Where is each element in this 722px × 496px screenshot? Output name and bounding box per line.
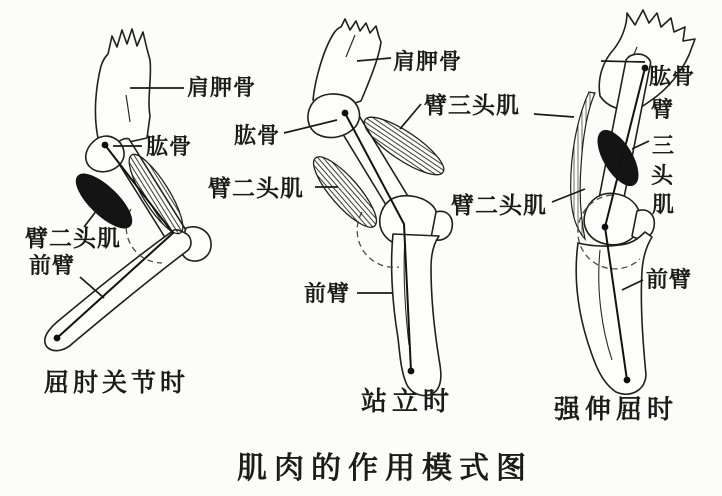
- diagram-title: 肌肉的作用模式图: [237, 452, 533, 485]
- forearm-bone: [392, 234, 441, 396]
- label-biceps: 臂二头肌: [25, 226, 121, 251]
- leader-triceps-right: [534, 114, 574, 117]
- leader-biceps: [84, 210, 97, 227]
- caption-forced-extension: 强伸屈时: [554, 395, 679, 424]
- caption-flexed-elbow: 屈肘关节时: [44, 370, 190, 397]
- label-forearm: 前臂: [29, 253, 76, 278]
- label-humerus: 肱骨: [146, 134, 193, 159]
- leader-triceps: [400, 104, 421, 129]
- label-scapula: 肩胛骨: [393, 49, 463, 74]
- figure-forced-extension: [451, 10, 695, 424]
- lever-dot-shoulder: [642, 65, 649, 72]
- label-triceps-char-1: 臂: [651, 97, 675, 122]
- label-triceps-char-4: 肌: [652, 192, 676, 217]
- label-biceps: 臂二头肌: [208, 176, 304, 201]
- lever-dot-wrist: [408, 368, 415, 375]
- label-biceps: 臂二头肌: [451, 193, 547, 218]
- lever-dot-shoulder: [342, 110, 349, 117]
- label-humerus: 肱骨: [234, 123, 281, 148]
- label-triceps: 臂三头肌: [424, 93, 520, 118]
- triceps-muscle: [121, 148, 192, 240]
- shoulder-joint: [308, 94, 360, 138]
- label-triceps-char-2: 三: [652, 133, 676, 158]
- lever-dot-elbow: [602, 224, 609, 231]
- label-forearm: 前臂: [646, 267, 693, 292]
- shoulder-joint: [86, 136, 124, 172]
- label-scapula: 肩胛骨: [187, 75, 257, 100]
- caption-standing: 站立时: [361, 387, 455, 416]
- lever-dot-wrist: [54, 335, 61, 342]
- leader-humerus: [601, 61, 645, 62]
- figure-flexed-elbow: [25, 29, 256, 397]
- label-triceps-char-3: 头: [651, 163, 675, 188]
- label-forearm: 前臂: [304, 281, 351, 306]
- lever-dot-wrist: [624, 377, 631, 384]
- lever-dot-shoulder: [102, 142, 109, 149]
- scapula-bone: [95, 29, 150, 144]
- label-humerus: 肱骨: [649, 64, 696, 89]
